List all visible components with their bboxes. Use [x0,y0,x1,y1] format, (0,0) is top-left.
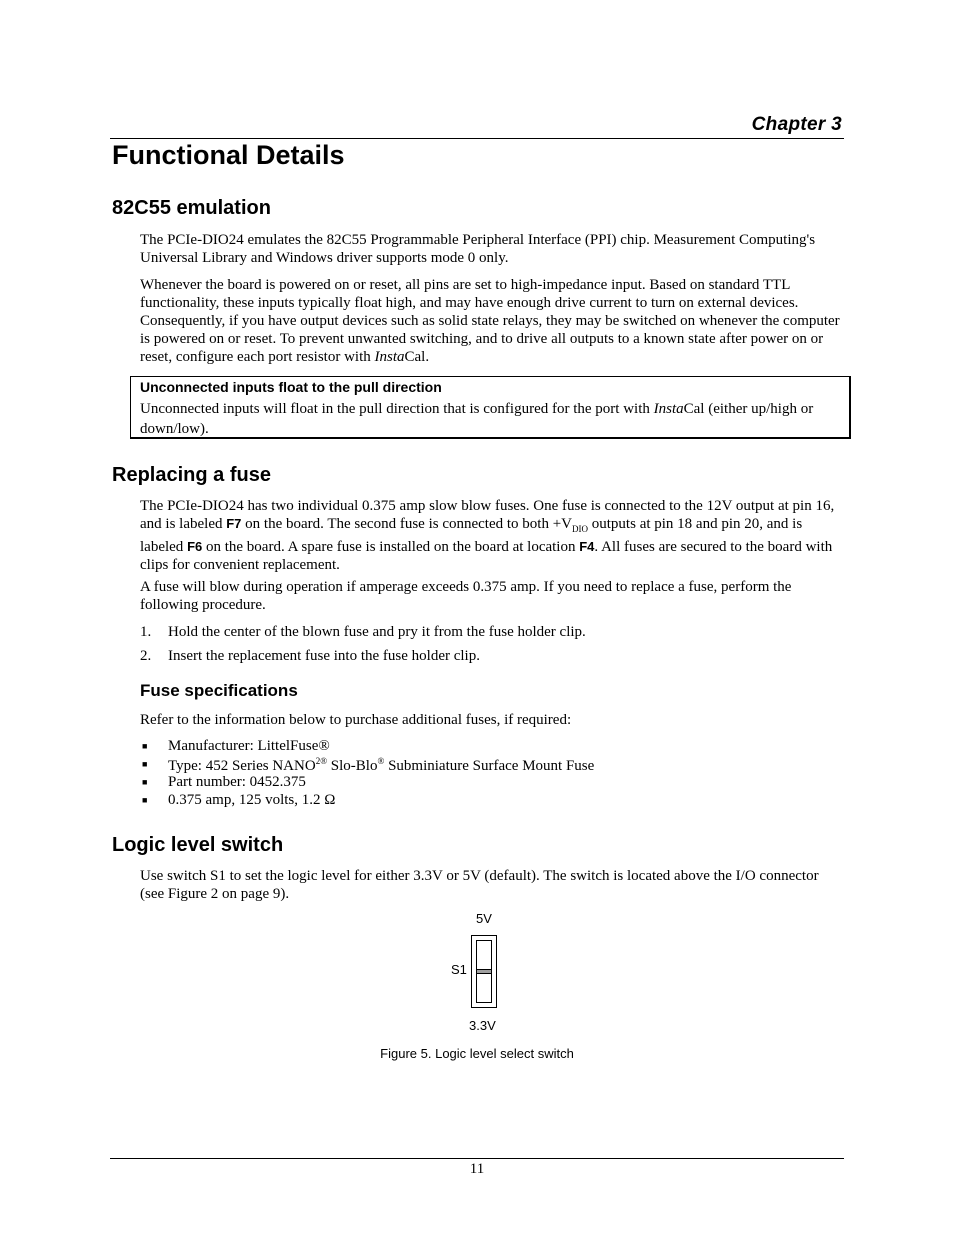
fuse-text-d: on the board. A spare fuse is installed on the board at location [202,539,580,555]
note-body [140,399,844,439]
bullet-icon: ■ [142,777,148,787]
paragraph-logic-switch: Use switch S1 to set the logic level for either 3.3V or 5V (default). The switch is located above the I/O connector (see Figure 2 on page 9). [140,868,819,902]
spec-rating: 0.375 amp, 125 volts, 1.2 Ω [168,792,336,808]
note-cal-text: Cal (either up/high or down/low). [140,401,814,437]
step-number-1: 1. [140,624,152,640]
fuse-text-a: The PCIe-DIO24 has two individual 0.375 amp slow blow fuses. One fuse is connected to the 12V output at pin 16, and is labeled [140,498,835,532]
spec-manufacturer: Manufacturer: LittelFuse® [168,738,330,754]
paragraph-82c55-power-text: Whenever the board is powered on or reset, all pins are set to high-impedance input. Based on standard TTL functionality, these inputs typically float high, and may have enough drive current to turn on external devices. Consequently, if you have output devices such as solid state relays, they may be switched on whenever the computer is powered on or reset. To prevent unwanted switching, and to drive all outputs to a known state after power on or reset, configure each port resistor with [140,277,840,365]
step-text-2: Insert the replacement fuse into the fuse holder clip. [168,648,480,664]
spec-type-text-a: Type: 452 Series NANO [168,758,316,774]
fuse-label-f7: F7 [226,516,242,531]
spec-type-sup-2: ® [377,756,385,766]
switch-lower-slot [476,973,492,1003]
footer-rule [110,1158,844,1159]
page-title: Functional Details [112,140,345,170]
note-box [130,376,851,439]
paragraph-fuse-specs-intro: Refer to the information below to purchase additional fuses, if required: [140,712,572,728]
instacal-cal-text: Cal. [404,349,430,365]
chapter-label: Chapter 3 [751,114,842,135]
spec-type-sup-1: 2® [315,756,328,766]
section-heading-logic-switch: Logic level switch [112,834,284,856]
header-rule [110,138,844,139]
switch-upper-slot [476,940,492,970]
fuse-label-f6: F6 [187,539,203,554]
bullet-icon: ■ [142,795,148,805]
note-title: Unconnected inputs float to the pull direction [140,379,442,395]
bullet-icon: ■ [142,741,148,751]
step-text-1: Hold the center of the blown fuse and pry it from the fuse holder clip. [168,624,586,640]
spec-type [168,756,594,775]
paragraph-82c55-power [140,276,844,366]
step-number-2: 2. [140,648,152,664]
fuse-text-c: outputs at pin 18 and pin 20, and is labeled [140,516,803,555]
fuse-label-f4: F4 [579,539,595,554]
bullet-icon: ■ [142,759,148,769]
logic-switch-diagram [471,935,497,1008]
section-heading-fuse: Replacing a fuse [112,464,271,486]
spec-type-text-c: Subminiature Surface Mount Fuse [384,758,595,774]
subsection-heading-fuse-specs: Fuse specifications [140,681,298,700]
figure-caption: Figure 5. Logic level select switch [380,1046,574,1061]
paragraph-fuse-intro [140,497,844,574]
section-heading-82c55: 82C55 emulation [112,197,271,219]
spec-type-text-b: Slo-Blo [327,758,378,774]
figure-label-5v: 5V [476,911,492,926]
vdio-subscript: DIO [572,524,589,534]
figure-label-3v3: 3.3V [469,1018,496,1033]
fuse-text-b: on the board. The second fuse is connected to both +V [241,516,573,532]
paragraph-82c55-intro: The PCIe-DIO24 emulates the 82C55 Programmable Peripheral Interface (PPI) chip. Measurement Computing's Universal Library and Windows driver supports mode 0 only. [140,232,816,266]
page-number: 11 [469,1161,485,1177]
note-body-text: Unconnected inputs will float in the pull direction that is configured for the port with [140,401,654,417]
note-insta-text: Insta [653,401,684,417]
paragraph-fuse-procedure: A fuse will blow during operation if amperage exceeds 0.375 amp. If you need to replace a fuse, perform the following procedure. [140,579,792,613]
spec-part-number: Part number: 0452.375 [168,774,306,790]
instacal-insta-text: Insta [374,349,405,365]
figure-label-s1: S1 [451,962,467,977]
fuse-text-e: . All fuses are secured to the board with clips for convenient replacement. [140,539,833,573]
